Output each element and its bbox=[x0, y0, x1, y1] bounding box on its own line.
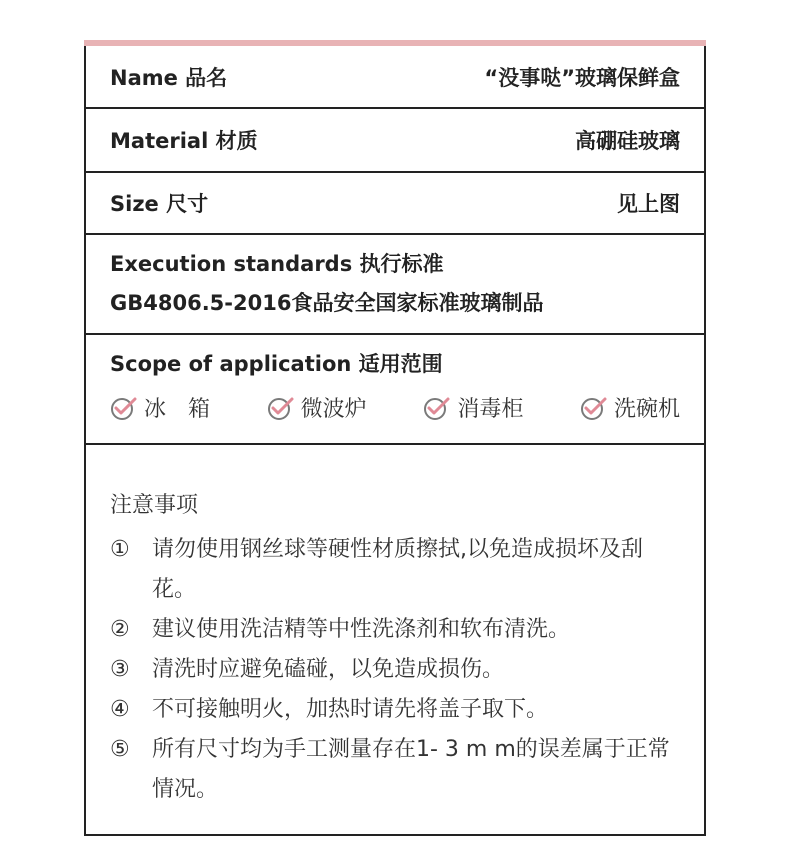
material-row bbox=[86, 109, 704, 173]
note-text: 所有尺寸均为手工测量存在1- 3 m m的误差属于正常情况。 bbox=[152, 737, 670, 802]
scope-item-sterilizer bbox=[423, 392, 523, 423]
note-number: ⑤ bbox=[110, 737, 130, 762]
note-item bbox=[110, 650, 684, 690]
scope-item-label: 消毒柜 bbox=[457, 397, 524, 422]
check-icon bbox=[580, 395, 608, 421]
notes-title: 注意事项 bbox=[110, 493, 199, 518]
name-value: “没事哒”玻璃保鲜盒 bbox=[484, 65, 680, 90]
scope-item-label: 洗碗机 bbox=[613, 397, 680, 422]
note-item bbox=[110, 690, 684, 730]
note-item bbox=[110, 730, 684, 810]
size-label: Size 尺寸 bbox=[110, 192, 209, 216]
scope-item-fridge bbox=[110, 392, 210, 423]
standard-label: Execution standards 执行标准 bbox=[110, 252, 444, 276]
note-text: 不可接触明火，加热时请先将盖子取下。 bbox=[152, 697, 549, 722]
note-number: ① bbox=[110, 537, 130, 562]
standard-row bbox=[86, 235, 704, 335]
note-number: ④ bbox=[110, 697, 130, 722]
scope-item-microwave bbox=[267, 392, 367, 423]
standard-value: GB4806.5-2016食品安全国家标准玻璃制品 bbox=[110, 291, 544, 315]
material-label: Material 材质 bbox=[110, 129, 258, 153]
check-icon bbox=[110, 395, 138, 421]
note-number: ③ bbox=[110, 657, 130, 682]
scope-list bbox=[110, 392, 680, 423]
note-text: 建议使用洗洁精等中性洗涤剂和软布清洗。 bbox=[152, 617, 571, 642]
scope-item-label: 微波炉 bbox=[300, 397, 367, 422]
product-info-card bbox=[84, 40, 706, 836]
scope-row bbox=[86, 335, 704, 445]
scope-item-label: 冰 箱 bbox=[144, 397, 211, 422]
note-item bbox=[110, 610, 684, 650]
note-number: ② bbox=[110, 617, 130, 642]
notes-section bbox=[110, 488, 684, 810]
note-text: 请勿使用钢丝球等硬性材质擦拭,以免造成损坏及刮花。 bbox=[152, 537, 643, 602]
size-row bbox=[86, 173, 704, 235]
check-icon bbox=[423, 395, 451, 421]
scope-item-dishwasher bbox=[580, 392, 680, 423]
note-text: 清洗时应避免磕碰，以免造成损伤。 bbox=[152, 657, 505, 682]
name-label: Name 品名 bbox=[110, 65, 228, 90]
material-value: 高硼硅玻璃 bbox=[575, 129, 680, 153]
check-icon bbox=[267, 395, 295, 421]
scope-label: Scope of application 适用范围 bbox=[110, 352, 443, 376]
size-value: 见上图 bbox=[617, 192, 680, 216]
note-item bbox=[110, 530, 684, 610]
name-row bbox=[86, 46, 704, 109]
